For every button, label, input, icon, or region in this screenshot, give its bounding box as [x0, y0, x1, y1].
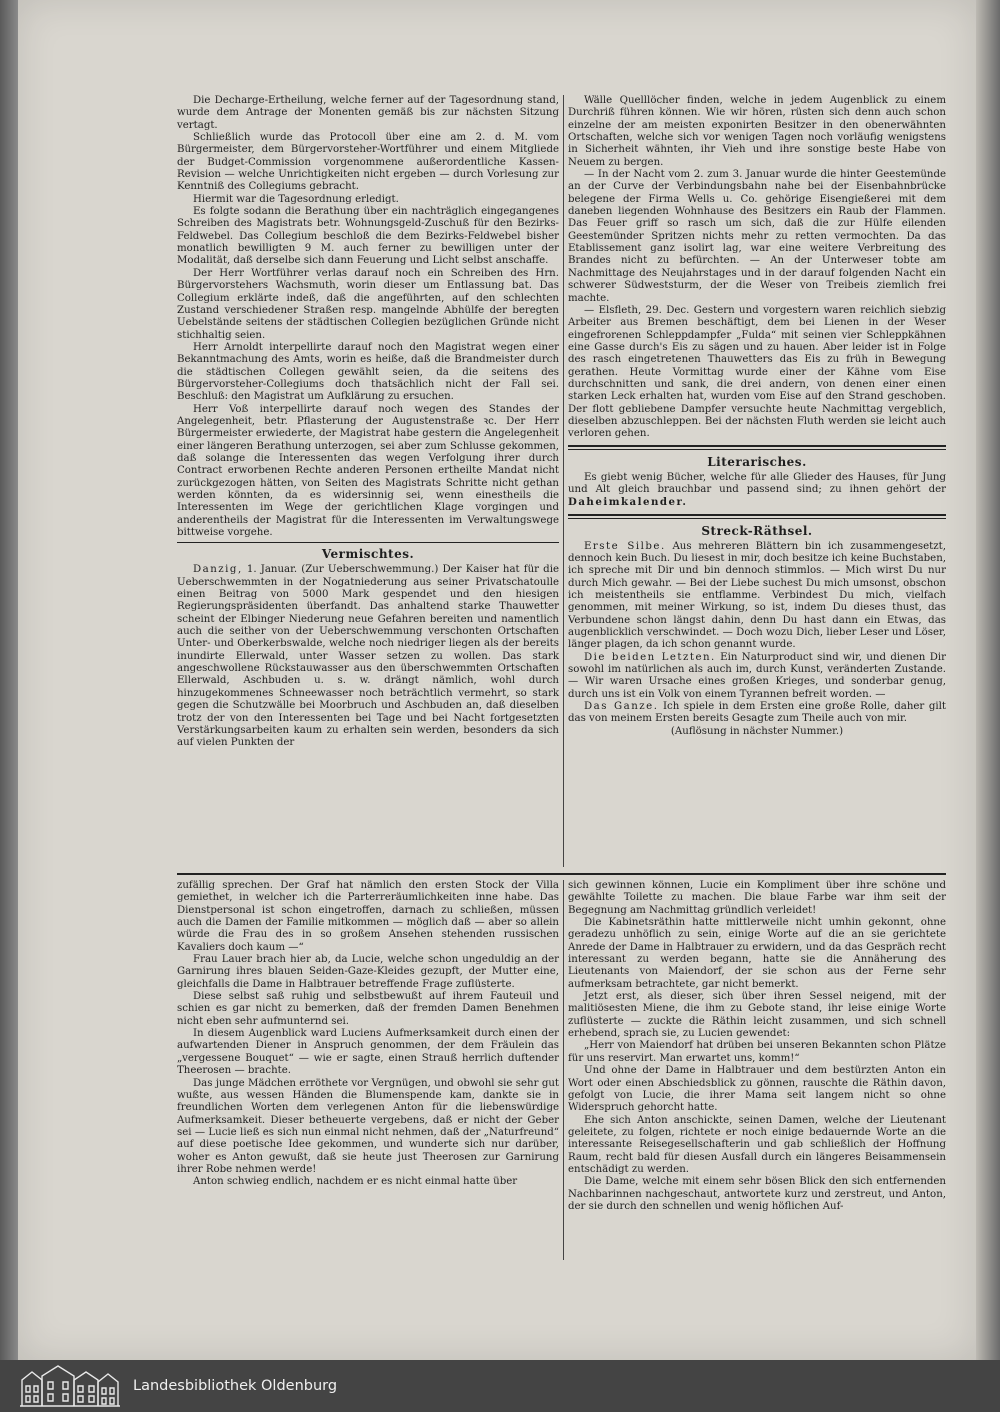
paragraph: sich gewinnen können, Lucie ein Kompliment über ihre schöne und gewählte Toilette zu machen. Die blaue Farbe war ihm seit der Begegnung am Nachmittag gründlich verleidet!	[568, 880, 946, 916]
paragraph: Das junge Mädchen erröthete vor Vergnügen, und obwohl sie sehr gut wußte, aus wessen Händen die Blumenspende kam, dankte sie in freundlichen Worten dem verlegenen Anton für die liebenswürdige Aufmerksamkeit. Dieser betheuerte vergebens, daß er nicht der Geber sei — Lucie ließ es sich nun einmal nicht nehmen, daß der „Naturfreund“ auf diese poetische Idee gekommen, und wunderte sich nur darüber, woher es Anton gewußt, daß sie heute just Theerosen zur Garnirung ihrer Robe nehmen werde!	[177, 1077, 559, 1175]
column-upper-left	[177, 95, 559, 750]
riddle-label: Erste Silbe.	[584, 540, 666, 552]
riddle-note: (Auflösung in nächster Nummer.)	[670, 725, 844, 737]
column-upper-right	[568, 95, 946, 738]
paragraph: Jetzt erst, als dieser, sich über ihren Sessel neigend, mit der malitiösesten Miene, die ihm zu Gebote stand, ihr leise einige Worte zuflüsterte — zuckte die Räthin leicht zusammen, und sich schnell erhebend, sprach sie, zu Lucien gewendet:	[568, 991, 946, 1040]
riddle-text: Aus mehreren Blättern bin ich zusammengesetzt, dennoch kein Buch. Du liesest in mir, doch besitze ich keine Buchstaben, ich spreche mit Dir und bin dennoch stimmlos. — Mich wirst Du nur durch Mich gewahr. — Bei der Liebe suchest Du mich umsonst, obschon ich meistentheils sie entflamme. Verbindest Du mich, vielfach genommen, mit meiner Wirkung, so ist, indem Du dieses thust, das Verbundene schon längst dahin, denn Du hast dann ein Etwas, das augenblicklich verschwindet. — Doch wozu Dich, lieber Leser und Löser, länger plagen, da ich schon genannt wurde.	[568, 540, 946, 651]
paragraph	[568, 472, 946, 510]
scan-right-edge	[976, 0, 1000, 1360]
paragraph: Ehe sich Anton anschickte, seinen Damen, welche der Lieutenant geleitete, zu folgen, richtete er noch einige bedauernde Worte an die interessante Reisegesellschafterin und gab schließlich der Hoffnung Raum, recht bald für diesen Ausfall durch ein längeres Beisammensein entschädigt zu werden.	[568, 1114, 946, 1175]
riddle-text: Ein Naturproduct sind wir, und dienen Dir sowohl im natürlichen als auch im, durch Kunst, veränderten Zustande. — Wir waren Ursache eines großen Krieges, und sonderbar genug, durch uns ist ein Volk von einem Tyrannen befreit worden. —	[568, 651, 946, 700]
paragraph: Herr Voß interpellirte darauf noch wegen des Standes der Angelegenheit, betr. Pflasterung der Augustenstraße ꝛc. Der Herr Bürgermeister erwiederte, der Magistrat habe gestern die Angelegenheit einer längeren Berathung unterzogen, sei aber zum Schlusse gekommen, daß solange die Interessenten das wegen Verfolgung ihrer durch Contract erworbenen Rechte anderen Personen ertheilte Mandat nicht zurückgezogen hätten, von Seiten des Magistrats Schritte nicht gethan werden könnten, da es widersinnig sei, wenn einestheils die Interessenten im Wege der gerichtlichen Klage vorgingen und anderentheils der Magistrat für die Interessenten im Verwaltungswege bittweise vorgehe.	[177, 403, 559, 539]
paragraph	[568, 701, 946, 726]
section-divider	[568, 514, 946, 519]
paragraph: Hiermit war die Tagesordnung erledigt.	[193, 193, 399, 205]
paragraph: Herr Arnoldt interpellirte darauf noch den Magistrat wegen einer Bekanntmachung des Amts, worin es heiße, daß die Brandmeister durch die städtischen Collegen gewählt seien, da die seitens des Bürgervorsteher-Collegiums doch thatsächlich nicht der Fall sei. Beschluß: den Magistrat um Aufklärung zu ersuchen.	[177, 341, 559, 403]
scan-left-edge	[0, 0, 18, 1360]
paragraph: Schließlich wurde das Protocoll über eine am 2. d. M. vom Bürgermeister, dem Bürgervorsteher-Wortführer und einem Mitgliede der Budget-Commission vorgenommene außerordentliche Kassen-Revision — welche Unrichtigkeiten nicht ergeben — durch Vorlesung zur Kenntniß des Collegiums gebracht.	[177, 132, 559, 193]
column-lower-left	[177, 880, 559, 1189]
paragraph: Und ohne der Dame in Halbtrauer und dem bestürzten Anton ein Wort oder einen Abschiedsblick zu gönnen, rauschte die Räthin davon, gefolgt von Lucie, die ihrer Mama seit langem nicht so ohne Widerspruch gehorcht hatte.	[568, 1065, 946, 1114]
column-lower-right	[568, 880, 946, 1213]
paragraph: Die Decharge-Ertheilung, welche ferner auf der Tagesordnung stand, wurde dem Antrage der Monenten gemäß bis zur nächsten Sitzung vertagt.	[177, 95, 559, 131]
paragraph: zufällig sprechen. Der Graf hat nämlich den ersten Stock der Villa gemiethet, in welcher ich die Parterreräumlichkeiten inne habe. Das Dienstpersonal ist schon eingetroffen, darnach zu schließen, müssen auch die Damen der Familie mitkommen — möglich daß — aber so allein würde die Frau des in so großem Ansehen stehenden russischen Kavaliers doch kaum —“	[177, 880, 559, 953]
library-name: Landesbibliothek Oldenburg	[133, 1378, 338, 1394]
section-divider	[568, 445, 946, 450]
paragraph: Diese selbst saß ruhig und selbstbewußt auf ihrem Fauteuil und schien es gar nicht zu bemerken, daß der fremden Damen Benehmen nicht eben sehr aufmunternd sei.	[177, 991, 559, 1027]
paragraph: „Herr von Maiendorf hat drüben bei unseren Bekannten schon Plätze für uns reservirt. Man erwartet uns, komm!“	[568, 1040, 946, 1064]
paragraph: In diesem Augenblick ward Luciens Aufmerksamkeit durch einen der aufwartenden Diener in Anspruch genommen, der dem Fräulein das „vergessene Bouquet“ — wie er sagte, einen Strauß herrlich duftender Theerosen — brachte.	[177, 1028, 559, 1077]
riddle-label: Die beiden Letzten.	[584, 651, 716, 663]
paragraph	[568, 652, 946, 701]
paragraph: Es folgte sodann die Berathung über ein nachträglich eingegangenes Schreiben des Magistrats betr. Wohnungsgeld-Zuschuß für den Bezirks-Feldwebel. Das Collegium beschloß die dem Bezirks-Feldwebel bisher monatlich bewilligten 9 M. auch ferner zu bewilligen unter der Modalität, daß derselbe sich dann Feuerung und Licht selbst anschaffe.	[177, 206, 559, 267]
article-text: Es giebt wenig Bücher, welche für alle Glieder des Hauses, für Jung und Alt gleich brauchbar und passend sind; zu ihnen gehört der	[568, 471, 946, 495]
riddle-text: Ich spiele in dem Ersten eine große Rolle, daher gilt das von meinem Ersten bereits Gesagte zum Theile auch von mir.	[568, 701, 946, 725]
paragraph: Wälle Quelllöcher finden, welche in jedem Augenblick zu einem Durchriß führen können. Wie wir hören, rüsten sich denn auch schon einzelne der am meisten exponirten Besitzer in den obenerwähnten Ortschaften, welche sich vor wenigen Tagen noch vorläufig wenigstens in Sicherheit wähnten, ihr Vieh und ihre sonstige beste Habe von Neuem zu bergen.	[568, 95, 946, 168]
section-divider	[177, 542, 559, 543]
paragraph: — Elsfleth, 29. Dec. Gestern und vorgestern waren reichlich siebzig Arbeiter aus Bremen beschäftigt, dem bei Lienen in der Weser eingefrorenen Schleppdampfer „Fulda“ mit seinen vier Schleppkähnen eine Gasse durch's Eis zu sägen und zu hauen. Aber leider ist in Folge des rasch eingetretenen Thauwetters das Eis zu früh in Bewegung gerathen. Heute Vormittag wurde einer der Kähne vom Eise durchschnitten und sank, die drei andern, von denen einer einen starken Leck erhalten hat, wurden vom Eise auf den Strand geschoben. Der flott gebliebene Dampfer versuchte heute Nachmittag vergeblich, dieselben abzuschleppen. Bei der nächsten Fluth werden sie leicht auch verloren gehen.	[568, 304, 946, 440]
column-rule-lower	[563, 880, 564, 1260]
riddle-label: Das Ganze.	[584, 701, 659, 713]
paragraph	[177, 564, 559, 749]
paragraph: Die Dame, welche mit einem sehr bösen Blick den sich entfernenden Nachbarinnen nachgeschaut, antwortete kurz und zerstreut, und Anton, der sie durch den schnellen und wenig höflichen Auf-	[568, 1176, 946, 1212]
book-title: Daheimkalender.	[568, 496, 688, 509]
article-text: 1. Januar. (Zur Ueberschwemmung.) Der Kaiser hat für die Ueberschwemmten in der Nogatniederung aus seiner Privatschatoulle einen Beitrag von 5000 Mark gespendet und den hiesigen Regierungspräsidenten überfandt. Das anhaltend starke Thauwetter scheint der Elbinger Niederung neue Gefahren bereiten und namentlich auch die seither von der Ueberschwemmung verschonten Ortschaften Unter- und Oberkerbswalde, welche noch niedriger liegen als der bereits inundirte Ellerwald, unter Wasser setzen zu wollen. Das stark angeschwollene Rückstauwasser aus den überschwemmten Ortschaften Ellerwald, Aschbuden u. s. w. drängt nämlich, wohl durch hinzugekommenes Schneewasser noch beträchtlich vermehrt, so stark gegen die Schutzwälle bei Moorbruch und Aschbuden an, daß dieselben trotz der von den Interessenten bei Tage und bei Nacht fortgesetzten Verstärkungsarbeiten kaum zu erhalten sein werden, besonders da sich auf vielen Punkten der	[177, 564, 559, 749]
dateline-place: Danzig,	[193, 564, 243, 576]
feuilleton-divider	[177, 873, 946, 875]
column-rule-upper	[563, 95, 564, 867]
section-heading-raethsel: Streck-Räthsel.	[701, 523, 813, 538]
paragraph: Die Kabinetsräthin hatte mittlerweile nicht umhin gekonnt, ohne geradezu unhöflich zu sein, einige Worte auf die an sie gerichtete Anrede der Dame in Halbtrauer zu erwidern, und da das Gespräch recht interessant zu werden begann, hatte sie die Annäherung des Lieutenants von Maiendorf, der sie schon aus der Ferne sehr aufmerksam betrachtete, gar nicht bemerkt.	[568, 917, 946, 990]
section-heading-literarisches: Literarisches.	[707, 454, 807, 469]
section-heading-vermischtes: Vermischtes.	[321, 547, 415, 562]
paragraph: Der Herr Wortführer verlas darauf noch ein Schreiben des Hrn. Bürgervorstehers Wachsmuth, worin dieser um Entlassung bat. Das Collegium erklärte indeß, daß die angeführten, auf den schlechten Zustand verschiedener Straßen resp. mangelnde Abhülfe der beregten Uebelstände seitens der städtischen Collegien bezüglichen Gründe nicht stichhaltig seien.	[177, 267, 559, 341]
paragraph	[568, 541, 946, 652]
paragraph: — In der Nacht vom 2. zum 3. Januar wurde die hinter Geestemünde an der Curve der Verbindungsbahn nahe bei der Eisenbahnbrücke belegene der Firma Wells u. Co. gehörige Eisengießerei mit dem daneben liegenden Wohnhause des Besitzers ein Raub der Flammen. Das Feuer griff so rasch um sich, daß die zur Hülfe eilenden Geestemünder Spritzen nichts mehr zu retten vermochten. Da das Etablissement ganz isolirt lag, war eine weitere Verbreitung des Brandes nicht zu befürchten. — An der Unterweser tobte am Nachmittage des Neujahrstages und in der darauf folgenden Nacht ein schwerer Südweststurm, der die Weser von Treibeis ziemlich frei machte.	[568, 169, 946, 304]
paragraph: Anton schwieg endlich, nachdem er es nicht einmal hatte über	[193, 1176, 518, 1188]
library-building-icon	[18, 1362, 122, 1408]
paragraph: Frau Lauer brach hier ab, da Lucie, welche schon ungeduldig an der Garnirung ihres blauen Seiden-Gaze-Kleides gezupft, der Mutter eine, gleichfalls die Dame in Halbtrauer betreffende Frage zuflüsterte.	[177, 954, 559, 990]
